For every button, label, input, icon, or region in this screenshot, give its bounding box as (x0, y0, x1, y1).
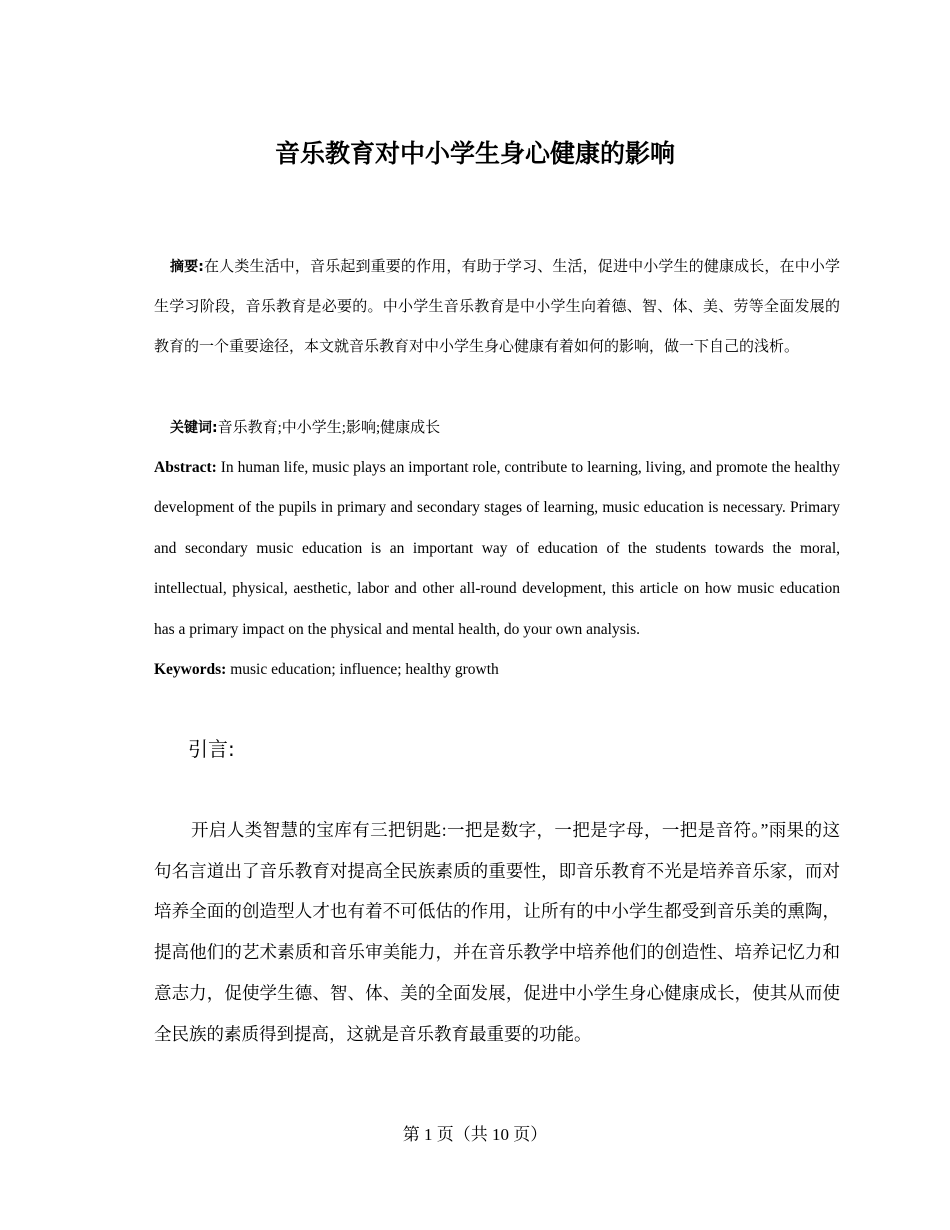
abstract-en (154, 448, 840, 650)
keywords-en-text: music education; influence; healthy growth (230, 661, 499, 678)
intro-heading: 引言: (188, 737, 235, 761)
abstract-cn (154, 247, 840, 367)
abstract-cn-label: 摘要: (170, 259, 204, 275)
keywords-en (154, 650, 840, 690)
keywords-cn-text: 音乐教育;中小学生;影响;健康成长 (217, 420, 441, 436)
page-footer: 第 1 页（共 10 页） (402, 1125, 548, 1144)
keywords-cn (154, 408, 840, 448)
abstract-cn-text: 在人类生活中，音乐起到重要的作用，有助于学习、生活，促进中小学生的健康成长，在中小学生学习阶段，音乐教育是必要的。中小学生音乐教育是中小学生向着德、智、体、美、劳等全面发展的教育的一个重要途径，本文就音乐教育对中小学生身心健康有着如何的影响，做一下自己的浅析。 (154, 259, 840, 355)
abstract-en-label: Abstract: (154, 459, 217, 476)
keywords-en-label: Keywords: (154, 661, 227, 678)
document-title: 音乐教育对中小学生身心健康的影响 (274, 139, 675, 168)
intro-paragraph: 开启人类智慧的宝库有三把钥匙:一把是数字，一把是字母，一把是音符。”雨果的这句名言道出了音乐教育对提高全民族素质的重要性，即音乐教育不光是培养音乐家，而对培养全面的创造型人才也有着不可低估的作用，让所有的中小学生都受到音乐美的熏陶，提高他们的艺术素质和音乐审美能力，并在音乐教学中培养他们的创造性、培养记忆力和意志力，促使学生德、智、体、美的全面发展，促进中小学生身心健康成长，使其从而使全民族的素质得到提高，这就是音乐教育最重要的功能。 (154, 820, 840, 1044)
keywords-cn-label: 关键词: (170, 420, 218, 436)
abstract-en-text: In human life, music plays an important role, contribute to learning, living, and promote the healthy development of the pupils in primary and secondary stages of learning, music education is necessary. Primary and secondary music education is an important way of education of the students towards the moral, intellectual, physical, aesthetic, labor and other all-round development, this article on how music education has a primary impact on the physical and mental health, do your own analysis. (154, 459, 840, 638)
